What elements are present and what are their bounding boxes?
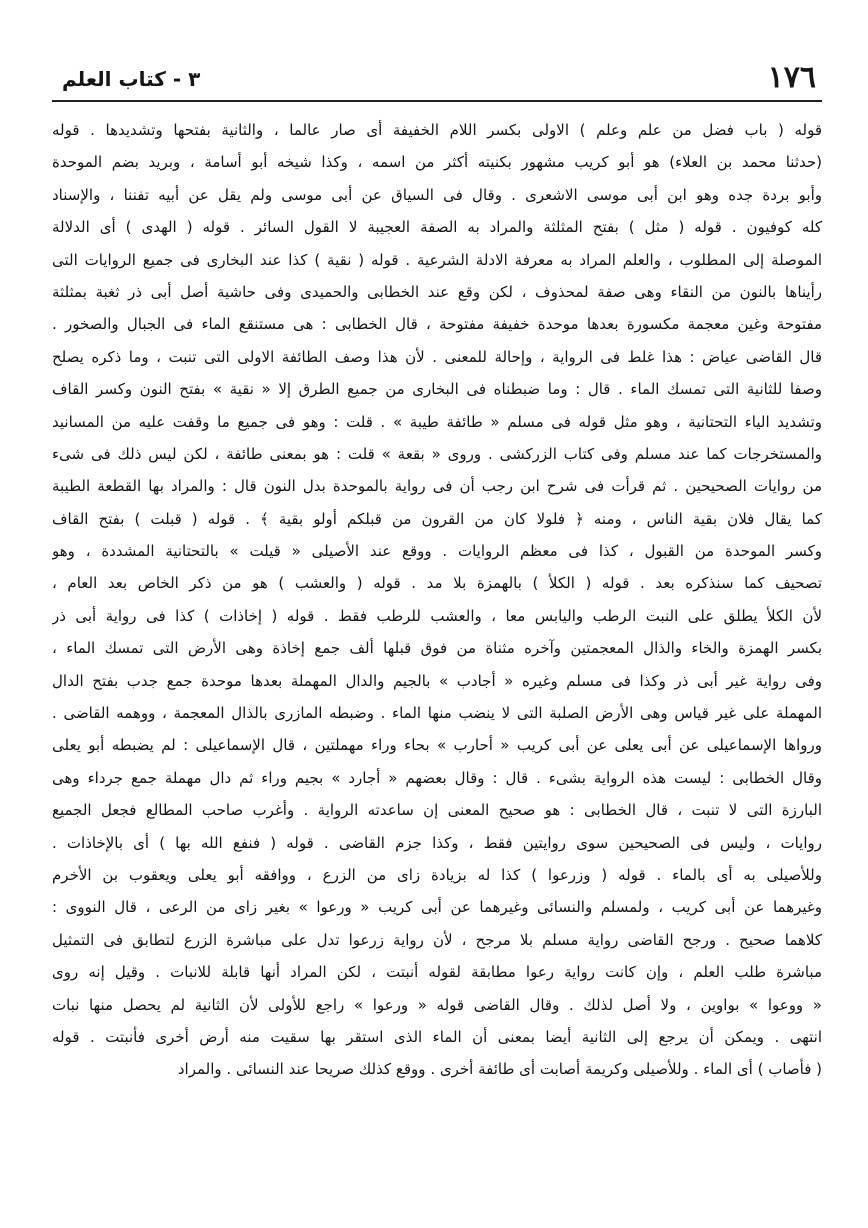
header-rule: [52, 100, 822, 102]
commentary-text: [52, 114, 822, 1086]
text-line: وكسر الموحدة من القبول ، كذا فى معظم الروايات . ووقع عند الأصيلى « قيلت » بالتحتانية المشددة ، وهو: [52, 542, 822, 561]
text-line: روايات ، وليس فى الصحيحين سوى روايتين فقط ، وكذا جزم القاضى . قوله ( فنفع الله بها ) أى بالإخاذات .: [52, 833, 822, 852]
text-line: « ووعوا » بواوين ، ولا أصل لذلك . وقال القاضى قوله « ورعوا » راجع للأولى لأن الثانية لم يحصل منها نبات: [52, 995, 822, 1014]
chapter-title: ٣ - كتاب العلم: [62, 67, 201, 91]
text-line: وغيرهما عن أبى كريب ، ولمسلم والنسائى وغيرهما عن أبى كريب « ورعوا » بغير زاى من الرعى ، قال النووى :: [52, 898, 822, 917]
text-line: لأن الكلأ يطلق على النبت الرطب واليابس معا ، والعشب للرطب فقط . قوله ( إخاذات ) كذا فى رواية أبى ذر: [52, 606, 822, 625]
text-line: وفى رواية غير أبى ذر وكذا فى مسلم وغيره « أجادب » بالجيم والدال المهملة بعدها موحدة جمع جدب بفتح الدال: [52, 671, 822, 690]
text-line: البارزة التى لا تنبت ، قال الخطابى : هو صحيح المعنى إن ساعدته الرواية . وأغرب صاحب المطالع فجعل الجميع: [52, 801, 822, 820]
text-line: من روايات الصحيحين . ثم قرأت فى شرح ابن رجب أن فى رواية بالموحدة بدل النون قال : والمراد بها القطعة الطيبة: [52, 477, 822, 496]
book-page: [52, 58, 822, 1208]
text-line: وتشديد الياء التحتانية ، وهو مثل قوله فى مسلم « طائفة طيبة » . قلت : وهو فى جميع ما وقفت عليه من المسانيد: [52, 412, 822, 431]
text-line: وقال الخطابى : ليست هذه الرواية بشىء . قال : وقال بعضهم « أجارد » بجيم وراء ثم دال مهملة جمع جرداء وهى: [52, 768, 822, 787]
page-header: [52, 58, 822, 100]
text-line: كما يقال فلان بقية الناس ، ومنه ﴿ فلولا كان من القرون من قبلكم أولو بقية ﴾ . قوله ( قبلت ) بفتح القاف: [52, 509, 822, 528]
text-line: والمستخرجات كما عند مسلم وفى كتاب الزركشى . وروى « بقعة » قلت : هو بمعنى طائفة ، لكن ليس ذلك فى شىء: [52, 444, 822, 463]
text-line: قال القاضى عياض : هذا غلط فى الرواية ، وإحالة للمعنى . لأن هذا وصف الطائفة الاولى التى تنبت ، وما ذكره يصلح: [52, 347, 822, 366]
text-line: كلاهما صحيح . ورجح القاضى رواية مسلم بلا مرجح ، لأن رواية زرعوا تدل على مباشرة الزرع لتطابق فى التمثيل: [52, 930, 822, 949]
text-line: الموصلة إلى المطلوب ، والعلم المراد به معرفة الادلة الشرعية . قوله ( نقية ) كذا عند البخارى فى جميع الروايات التى: [52, 250, 822, 269]
text-line: مباشرة طلب العلم ، وإن كانت رواية رعوا مطابقة لقوله أنبتت ، لكن المراد أنها قابلة للانبات . وقيل إنه روى: [52, 963, 822, 982]
page-number: ١٧٦: [767, 60, 816, 95]
text-line: بكسر الهمزة والخاء والذال المعجمتين وآخره مثناة من فوق قبلها ألف جمع إخاذة وهى الأرض التى تمسك الماء ،: [52, 639, 822, 658]
text-line: رأيناها بالنون من النقاء وهى صفة لمحذوف ، لكن وقع عند الخطابى والحميدى وفى حاشية أصل أبى ذر ثغبة بمثلثة: [52, 282, 822, 301]
text-line: انتهى . ويمكن أن يرجع إلى الثانية أيضا بمعنى أن الماء الذى استقر بها سقيت منه أرض أخرى فأنبتت . قوله: [52, 1027, 822, 1046]
text-line: تصحيف كما سنذكره بعد . قوله ( الكلأ ) بالهمزة بلا مد . قوله ( والعشب ) هو من ذكر الخاص بعد العام ،: [52, 574, 822, 593]
text-line: المهملة على غير قياس وهى الأرض الصلبة التى لا ينضب منها الماء . وضبطه المازرى بالذال المعجمة ، ووهمه القاضى .: [52, 704, 822, 723]
text-line: وأبو بردة جده وهو ابن أبى موسى الاشعرى . وقال فى السياق عن أبى موسى ولم يقل عن أبيه تفننا ، والإسناد: [52, 185, 822, 204]
text-line: وصفا للثانية التى تمسك الماء . قال : وما ضبطناه فى البخارى من جميع الطرق إلا « نقية » بفتح النون وكسر القاف: [52, 380, 822, 399]
text-line: (حدثنا محمد بن العلاء) هو أبو كريب مشهور بكنيته أكثر من اسمه ، وكذا شيخه أبو أسامة ، وبريد بضم الموحدة: [52, 153, 822, 172]
text-line: مفتوحة وغين معجمة مكسورة بعدها موحدة خفيفة مفتوحة ، قال الخطابى : هى مستنقع الماء فى الجبال والصخور .: [52, 315, 822, 334]
text-line: وللأصيلى به أى بالماء . قوله ( وزرعوا ) كذا له بزيادة زاى من الزرع ، ووافقه أبو يعلى ويعقوب بن الأخرم: [52, 865, 822, 884]
text-line: ورواها الإسماعيلى عن أبى يعلى عن أبى كريب « أحارب » بحاء وراء مهملتين ، قال الإسماعيلى : لم يضبطه أبو يعلى: [52, 736, 822, 755]
text-line: كله كوفيون . قوله ( مثل ) بفتح المثلثة والمراد به الصفة العجيبة لا القول السائر . قوله ( الهدى ) أى الدلالة: [52, 218, 822, 237]
text-line: قوله ( باب فضل من علم وعلم ) الاولى بكسر اللام الخفيفة أى صار عالما ، والثانية بفتحها وتشديدها . قوله: [52, 121, 822, 139]
text-line: ( فأصاب ) أى الماء . وللأصيلى وكريمة أصابت أى طائفة أخرى . ووقع كذلك صريحا عند النسائى . والمراد: [177, 1060, 822, 1079]
